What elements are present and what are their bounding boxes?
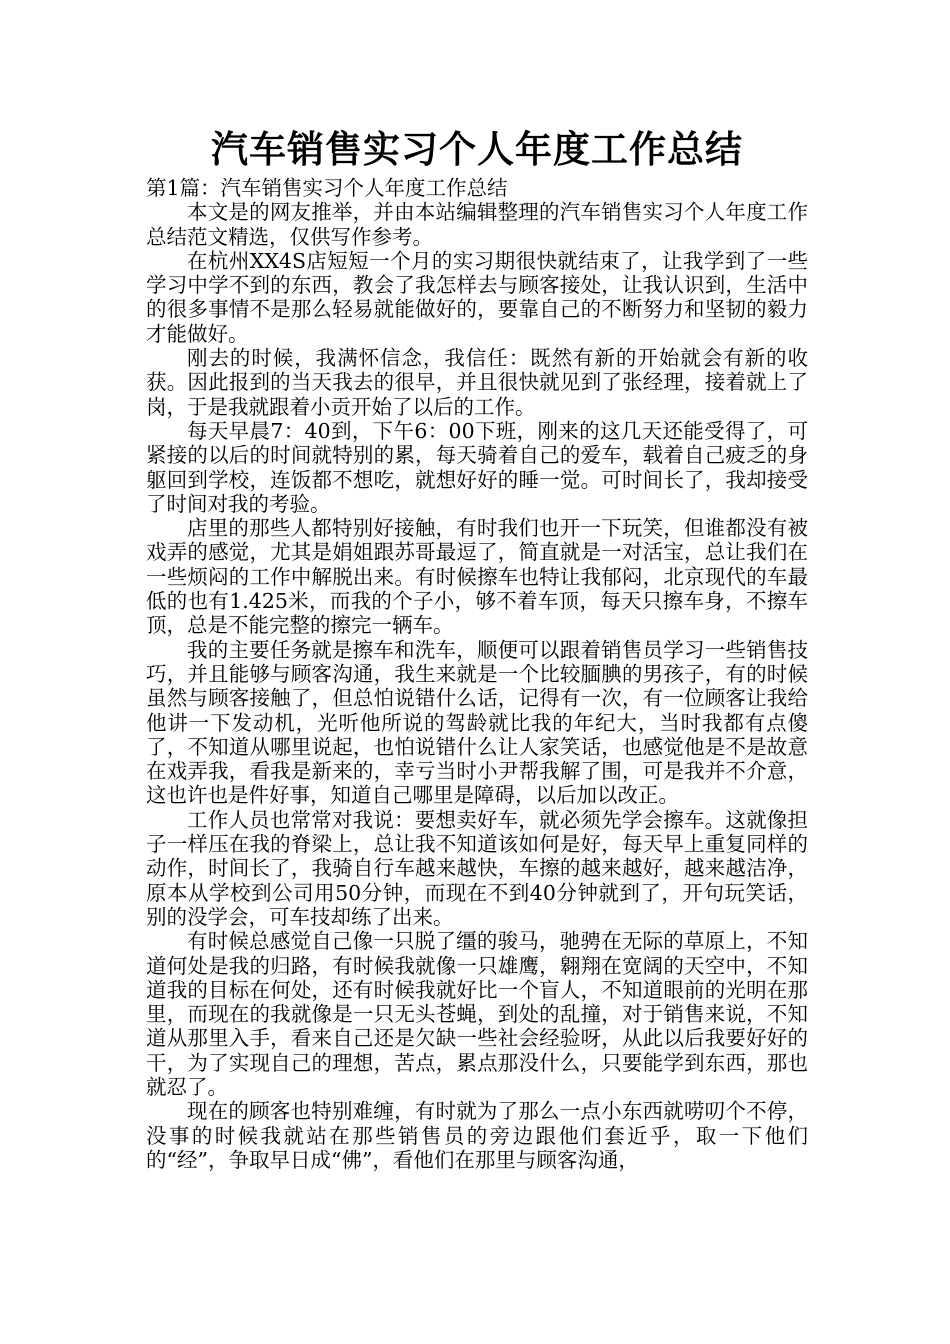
article-body	[146, 200, 808, 1172]
paragraph: 有时候总感觉自己像一只脱了缰的骏马，驰骋在无际的草原上，不知道何处是我的归路，有时候我就像一只雄鹰，翱翔在宽阔的天空中，不知道我的目标在何处，还有时候我就好比一个盲人，不知道眼前的光明在那里，而现在的我就像是一只无头苍蝇，到处的乱撞，对于销售来说，不知道从那里入手，看来自己还是欠缺一些社会经验呀，从此以后我要好好的干，为了实现自己的理想，苦点，累点那没什么，只要能学到东西，那也就忍了。	[146, 929, 808, 1099]
paragraph: 每天早晨7：40到，下午6：00下班，刚来的这几天还能受得了，可紧接的以后的时间就特别的累，每天骑着自己的爱车，载着自己疲乏的身躯回到学校，连饭都不想吃，就想好好的睡一觉。可时间长了，我却接受了时间对我的考验。	[146, 418, 808, 516]
paragraph: 工作人员也常常对我说：要想卖好车，就必须先学会擦车。这就像担子一样压在我的脊梁上，总让我不知道该如何是好，每天早上重复同样的动作，时间长了，我骑自行车越来越快，车擦的越来越好，越来越洁净，原本从学校到公司用50分钟，而现在不到40分钟就到了，开句玩笑话，别的没学会，可车技却练了出来。	[146, 807, 808, 929]
paragraph: 在杭州XX4S店短短一个月的实习期很快就结束了，让我学到了一些学习中学不到的东西，教会了我怎样去与顾客接处，让我认识到，生活中的很多事情不是那么轻易就能做好的，要靠自己的不断努力和坚韧的毅力才能做好。	[146, 248, 808, 346]
article-subtitle: 第1篇：汽车销售实习个人年度工作总结	[146, 176, 508, 200]
paragraph: 本文是的网友推举，并由本站编辑整理的汽车销售实习个人年度工作总结范文精选，仅供写作参考。	[146, 200, 808, 249]
paragraph: 现在的顾客也特别难缠，有时就为了那么一点小东西就唠叨个不停，没事的时候我就站在那些销售员的旁边跟他们套近乎，取一下他们的“经”，争取早日成“佛”，看他们在那里与顾客沟通，	[146, 1099, 808, 1172]
paragraph: 店里的那些人都特别好接触，有时我们也开一下玩笑，但谁都没有被戏弄的感觉，尤其是娟姐跟苏哥最逗了，简直就是一对活宝，总让我们在一些烦闷的工作中解脱出来。有时候擦车也特让我郁闷，北京现代的车最低的也有1.425米，而我的个子小，够不着车顶，每天只擦车身，不擦车顶，总是不能完整的擦完一辆车。	[146, 516, 808, 638]
paragraph: 我的主要任务就是擦车和洗车，顺便可以跟着销售员学习一些销售技巧，并且能够与顾客沟通，我生来就是一个比较腼腆的男孩子，有的时候虽然与顾客接触了，但总怕说错什么话，记得有一次，有一位顾客让我给他讲一下发动机，光听他所说的驾龄就比我的年纪大，当时我都有点傻了，不知道从哪里说起，也怕说错什么让人家笑话，也感觉他是不是故意在戏弄我，看我是新来的，幸亏当时小尹帮我解了围，可是我并不介意，这也许也是件好事，知道自己哪里是障碍，以后加以改正。	[146, 637, 808, 808]
document-title: 汽车销售实习个人年度工作总结	[211, 128, 743, 171]
paragraph: 刚去的时候，我满怀信念，我信任：既然有新的开始就会有新的收获。因此报到的当天我去的很早，并且很快就见到了张经理，接着就上了岗，于是我就跟着小贡开始了以后的工作。	[146, 346, 808, 419]
document-page	[146, 124, 808, 1172]
